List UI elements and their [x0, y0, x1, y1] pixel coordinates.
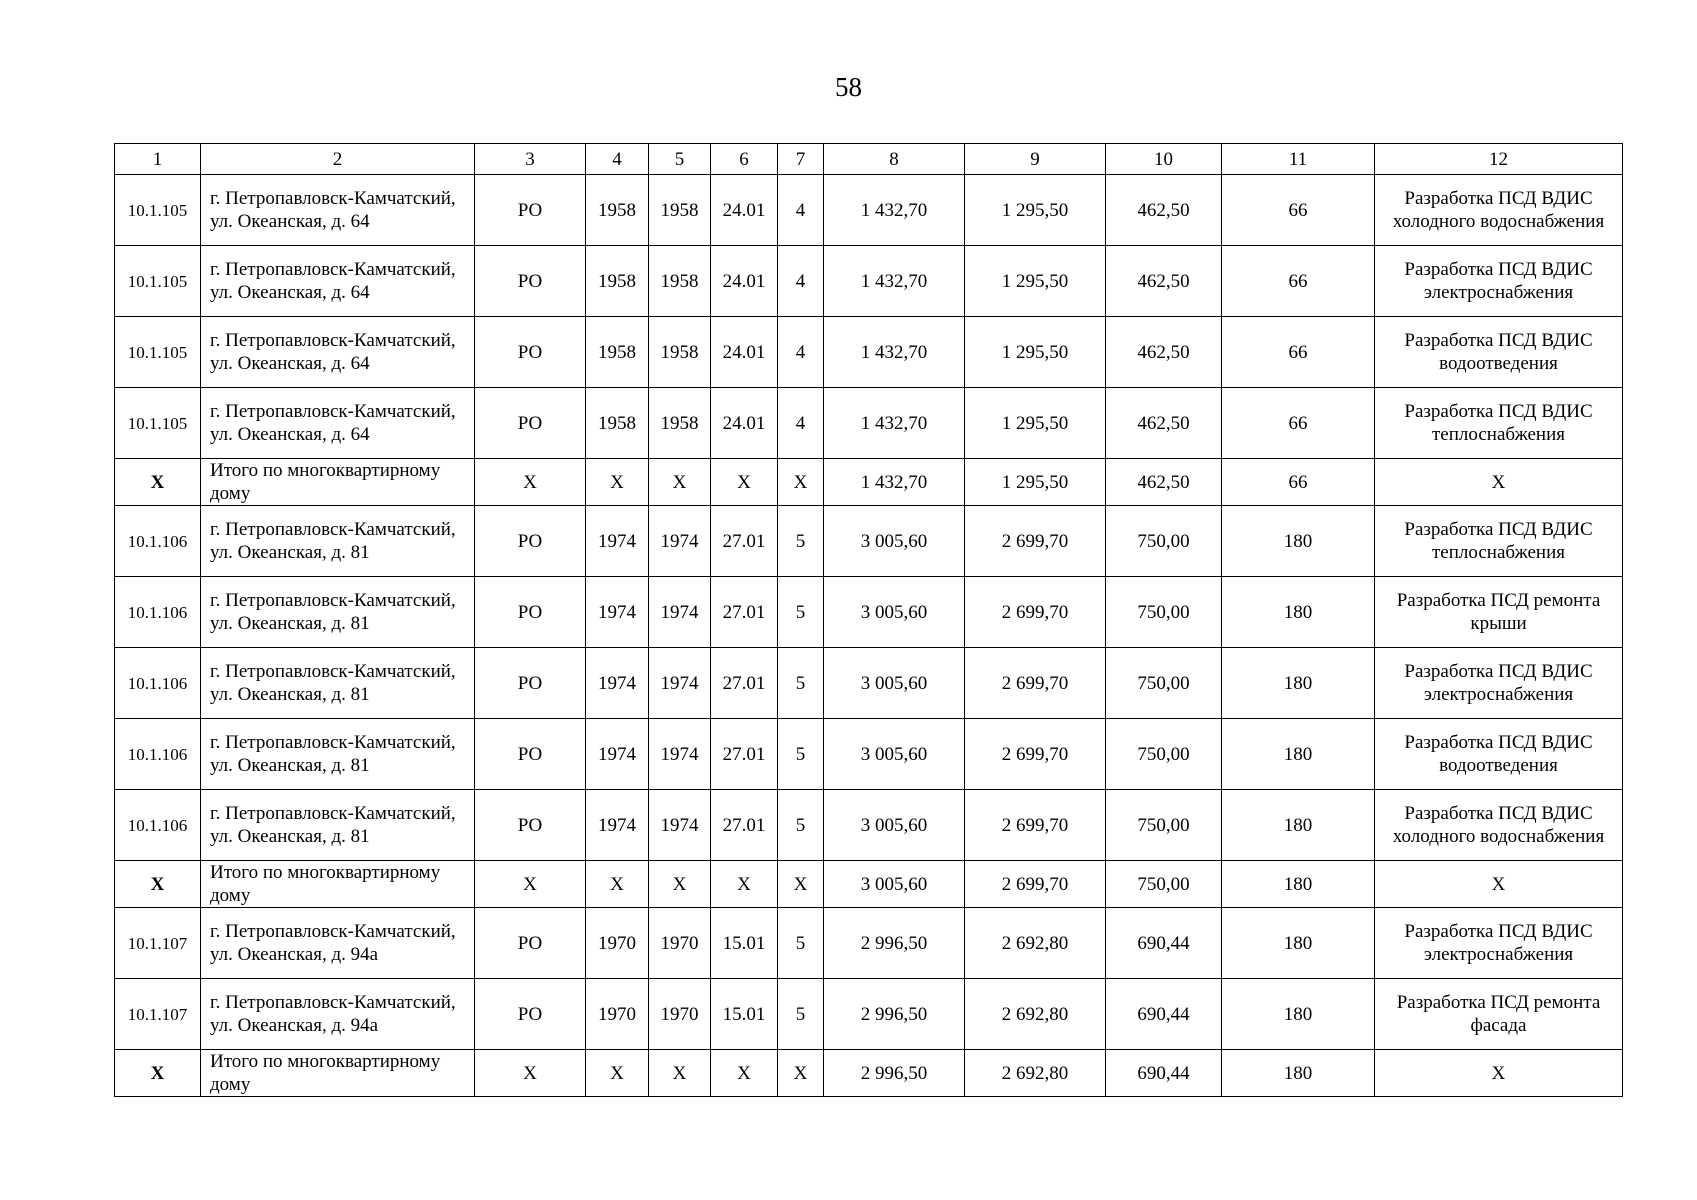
- header-row: [115, 144, 1623, 175]
- code-cell: 24.01: [711, 175, 778, 246]
- address-cell: г. Петропавловск-Камчатский, ул. Океанская, д. 81: [201, 506, 475, 577]
- table-row: [115, 908, 1623, 979]
- floors-cell: Х: [778, 861, 824, 908]
- work-type-cell: Разработка ПСД ВДИС электроснабжения: [1375, 246, 1623, 317]
- header-cell: 8: [824, 144, 965, 175]
- year-built-cell: Х: [586, 1050, 649, 1097]
- header-cell: 3: [475, 144, 586, 175]
- table-row: [115, 790, 1623, 861]
- work-type-cell: Разработка ПСД ВДИС холодного водоснабжения: [1375, 790, 1623, 861]
- address-cell: Итого по многоквартирному дому: [201, 861, 475, 908]
- year-built-cell: 1958: [586, 175, 649, 246]
- owner-type-cell: РО: [475, 175, 586, 246]
- work-type-cell: Разработка ПСД ремонта фасада: [1375, 979, 1623, 1050]
- work-type-cell: Разработка ПСД ВДИС холодного водоснабжения: [1375, 175, 1623, 246]
- code-cell: 27.01: [711, 790, 778, 861]
- floors-cell: 5: [778, 908, 824, 979]
- table-row: [115, 246, 1623, 317]
- header-cell: 2: [201, 144, 475, 175]
- floors-cell: Х: [778, 459, 824, 506]
- total-area-cell: 3 005,60: [824, 506, 965, 577]
- living-area-cell: 2 692,80: [965, 1050, 1106, 1097]
- living-area-cell: 2 699,70: [965, 790, 1106, 861]
- table-row: [115, 577, 1623, 648]
- row-number-cell: 10.1.106: [115, 577, 201, 648]
- floors-cell: 5: [778, 648, 824, 719]
- term-cell: 180: [1222, 908, 1375, 979]
- living-area-cell: 2 699,70: [965, 506, 1106, 577]
- living-area-cell: 1 295,50: [965, 246, 1106, 317]
- year-built-cell: 1970: [586, 979, 649, 1050]
- page-number: 58: [835, 72, 862, 102]
- row-number-cell: 10.1.105: [115, 388, 201, 459]
- year-built-cell: 1958: [586, 388, 649, 459]
- code-cell: 27.01: [711, 577, 778, 648]
- cost-cell: 462,50: [1106, 317, 1222, 388]
- owner-type-cell: РО: [475, 979, 586, 1050]
- living-area-cell: 1 295,50: [965, 388, 1106, 459]
- owner-type-cell: РО: [475, 908, 586, 979]
- living-area-cell: 1 295,50: [965, 459, 1106, 506]
- total-area-cell: 3 005,60: [824, 648, 965, 719]
- floors-cell: 4: [778, 388, 824, 459]
- year-built-cell: 1974: [586, 648, 649, 719]
- address-cell: г. Петропавловск-Камчатский, ул. Океанская, д. 94а: [201, 908, 475, 979]
- code-cell: Х: [711, 1050, 778, 1097]
- header-cell: 10: [1106, 144, 1222, 175]
- cost-cell: 462,50: [1106, 388, 1222, 459]
- total-area-cell: 2 996,50: [824, 908, 965, 979]
- cost-cell: 750,00: [1106, 861, 1222, 908]
- year-built-cell: 1958: [586, 246, 649, 317]
- row-number-cell: 10.1.106: [115, 790, 201, 861]
- header-cell: 9: [965, 144, 1106, 175]
- cost-cell: 462,50: [1106, 459, 1222, 506]
- total-area-cell: 1 432,70: [824, 317, 965, 388]
- year-commissioning-cell: Х: [649, 861, 711, 908]
- row-number-cell: 10.1.106: [115, 506, 201, 577]
- floors-cell: Х: [778, 1050, 824, 1097]
- work-type-cell: Разработка ПСД ВДИС водоотведения: [1375, 317, 1623, 388]
- year-built-cell: 1958: [586, 317, 649, 388]
- living-area-cell: 2 699,70: [965, 719, 1106, 790]
- row-number-cell: Х: [115, 1050, 201, 1097]
- header-cell: 1: [115, 144, 201, 175]
- living-area-cell: 2 692,80: [965, 979, 1106, 1050]
- address-cell: г. Петропавловск-Камчатский, ул. Океанская, д. 81: [201, 790, 475, 861]
- header-cell: 6: [711, 144, 778, 175]
- subtotal-row: [115, 861, 1623, 908]
- total-area-cell: 2 996,50: [824, 979, 965, 1050]
- term-cell: 180: [1222, 577, 1375, 648]
- term-cell: 180: [1222, 648, 1375, 719]
- owner-type-cell: Х: [475, 1050, 586, 1097]
- code-cell: 27.01: [711, 648, 778, 719]
- owner-type-cell: Х: [475, 861, 586, 908]
- year-commissioning-cell: 1958: [649, 175, 711, 246]
- row-number-cell: Х: [115, 459, 201, 506]
- row-number-cell: 10.1.106: [115, 648, 201, 719]
- term-cell: 180: [1222, 790, 1375, 861]
- floors-cell: 5: [778, 577, 824, 648]
- year-built-cell: 1974: [586, 719, 649, 790]
- table-row: [115, 979, 1623, 1050]
- owner-type-cell: РО: [475, 719, 586, 790]
- owner-type-cell: РО: [475, 506, 586, 577]
- row-number-cell: 10.1.107: [115, 908, 201, 979]
- term-cell: 180: [1222, 1050, 1375, 1097]
- cost-cell: 750,00: [1106, 648, 1222, 719]
- year-built-cell: Х: [586, 459, 649, 506]
- cost-cell: 462,50: [1106, 246, 1222, 317]
- work-type-cell: Х: [1375, 1050, 1623, 1097]
- total-area-cell: 1 432,70: [824, 175, 965, 246]
- floors-cell: 5: [778, 790, 824, 861]
- floors-cell: 4: [778, 175, 824, 246]
- row-number-cell: 10.1.105: [115, 246, 201, 317]
- year-commissioning-cell: 1958: [649, 388, 711, 459]
- living-area-cell: 2 699,70: [965, 861, 1106, 908]
- year-built-cell: 1974: [586, 790, 649, 861]
- living-area-cell: 1 295,50: [965, 317, 1106, 388]
- total-area-cell: 3 005,60: [824, 861, 965, 908]
- term-cell: 66: [1222, 317, 1375, 388]
- code-cell: Х: [711, 861, 778, 908]
- header-cell: 4: [586, 144, 649, 175]
- code-cell: 24.01: [711, 388, 778, 459]
- owner-type-cell: РО: [475, 246, 586, 317]
- row-number-cell: 10.1.107: [115, 979, 201, 1050]
- header-cell: 7: [778, 144, 824, 175]
- cost-cell: 690,44: [1106, 979, 1222, 1050]
- address-cell: г. Петропавловск-Камчатский, ул. Океанская, д. 64: [201, 175, 475, 246]
- total-area-cell: 3 005,60: [824, 790, 965, 861]
- floors-cell: 5: [778, 506, 824, 577]
- year-commissioning-cell: 1970: [649, 979, 711, 1050]
- year-built-cell: 1974: [586, 506, 649, 577]
- code-cell: 24.01: [711, 246, 778, 317]
- subtotal-row: [115, 459, 1623, 506]
- year-commissioning-cell: 1974: [649, 719, 711, 790]
- table-row: [115, 175, 1623, 246]
- work-type-cell: Разработка ПСД ВДИС теплоснабжения: [1375, 388, 1623, 459]
- work-type-cell: Разработка ПСД ВДИС теплоснабжения: [1375, 506, 1623, 577]
- row-number-cell: 10.1.105: [115, 175, 201, 246]
- code-cell: 15.01: [711, 979, 778, 1050]
- floors-cell: 4: [778, 246, 824, 317]
- year-commissioning-cell: 1974: [649, 506, 711, 577]
- table-row: [115, 648, 1623, 719]
- row-number-cell: 10.1.105: [115, 317, 201, 388]
- work-type-cell: Х: [1375, 459, 1623, 506]
- total-area-cell: 3 005,60: [824, 719, 965, 790]
- year-commissioning-cell: 1974: [649, 577, 711, 648]
- year-commissioning-cell: Х: [649, 1050, 711, 1097]
- cost-cell: 750,00: [1106, 719, 1222, 790]
- header-cell: 11: [1222, 144, 1375, 175]
- owner-type-cell: РО: [475, 388, 586, 459]
- floors-cell: 5: [778, 979, 824, 1050]
- code-cell: 15.01: [711, 908, 778, 979]
- total-area-cell: 1 432,70: [824, 246, 965, 317]
- address-cell: г. Петропавловск-Камчатский, ул. Океанская, д. 64: [201, 317, 475, 388]
- table-row: [115, 719, 1623, 790]
- term-cell: 180: [1222, 979, 1375, 1050]
- year-commissioning-cell: Х: [649, 459, 711, 506]
- code-cell: Х: [711, 459, 778, 506]
- header-cell: 5: [649, 144, 711, 175]
- term-cell: 66: [1222, 175, 1375, 246]
- table-row: [115, 317, 1623, 388]
- cost-cell: 750,00: [1106, 790, 1222, 861]
- total-area-cell: 3 005,60: [824, 577, 965, 648]
- cost-cell: 690,44: [1106, 908, 1222, 979]
- code-cell: 24.01: [711, 317, 778, 388]
- total-area-cell: 1 432,70: [824, 388, 965, 459]
- subtotal-row: [115, 1050, 1623, 1097]
- address-cell: г. Петропавловск-Камчатский, ул. Океанская, д. 81: [201, 719, 475, 790]
- address-cell: г. Петропавловск-Камчатский, ул. Океанская, д. 81: [201, 648, 475, 719]
- total-area-cell: 1 432,70: [824, 459, 965, 506]
- capital-repair-table: [114, 143, 1623, 1097]
- row-number-cell: 10.1.106: [115, 719, 201, 790]
- table-row: [115, 506, 1623, 577]
- floors-cell: 4: [778, 317, 824, 388]
- work-type-cell: Разработка ПСД ВДИС водоотведения: [1375, 719, 1623, 790]
- address-cell: г. Петропавловск-Камчатский, ул. Океанская, д. 64: [201, 246, 475, 317]
- owner-type-cell: РО: [475, 577, 586, 648]
- owner-type-cell: РО: [475, 790, 586, 861]
- cost-cell: 750,00: [1106, 577, 1222, 648]
- code-cell: 27.01: [711, 719, 778, 790]
- living-area-cell: 2 692,80: [965, 908, 1106, 979]
- work-type-cell: Х: [1375, 861, 1623, 908]
- work-type-cell: Разработка ПСД ВДИС электроснабжения: [1375, 648, 1623, 719]
- address-cell: Итого по многоквартирному дому: [201, 1050, 475, 1097]
- year-commissioning-cell: 1974: [649, 648, 711, 719]
- cost-cell: 462,50: [1106, 175, 1222, 246]
- year-commissioning-cell: 1958: [649, 246, 711, 317]
- term-cell: 66: [1222, 246, 1375, 317]
- address-cell: г. Петропавловск-Камчатский, ул. Океанская, д. 64: [201, 388, 475, 459]
- work-type-cell: Разработка ПСД ремонта крыши: [1375, 577, 1623, 648]
- cost-cell: 690,44: [1106, 1050, 1222, 1097]
- owner-type-cell: РО: [475, 648, 586, 719]
- term-cell: 180: [1222, 719, 1375, 790]
- address-cell: г. Петропавловск-Камчатский, ул. Океанская, д. 81: [201, 577, 475, 648]
- living-area-cell: 2 699,70: [965, 577, 1106, 648]
- term-cell: 66: [1222, 388, 1375, 459]
- term-cell: 180: [1222, 861, 1375, 908]
- owner-type-cell: РО: [475, 317, 586, 388]
- term-cell: 180: [1222, 506, 1375, 577]
- table-row: [115, 388, 1623, 459]
- address-cell: Итого по многоквартирному дому: [201, 459, 475, 506]
- header-cell: 12: [1375, 144, 1623, 175]
- total-area-cell: 2 996,50: [824, 1050, 965, 1097]
- year-commissioning-cell: 1970: [649, 908, 711, 979]
- floors-cell: 5: [778, 719, 824, 790]
- code-cell: 27.01: [711, 506, 778, 577]
- row-number-cell: Х: [115, 861, 201, 908]
- living-area-cell: 1 295,50: [965, 175, 1106, 246]
- living-area-cell: 2 699,70: [965, 648, 1106, 719]
- term-cell: 66: [1222, 459, 1375, 506]
- owner-type-cell: Х: [475, 459, 586, 506]
- address-cell: г. Петропавловск-Камчатский, ул. Океанская, д. 94а: [201, 979, 475, 1050]
- year-commissioning-cell: 1958: [649, 317, 711, 388]
- year-built-cell: 1970: [586, 908, 649, 979]
- year-commissioning-cell: 1974: [649, 790, 711, 861]
- work-type-cell: Разработка ПСД ВДИС электроснабжения: [1375, 908, 1623, 979]
- year-built-cell: 1974: [586, 577, 649, 648]
- year-built-cell: Х: [586, 861, 649, 908]
- cost-cell: 750,00: [1106, 506, 1222, 577]
